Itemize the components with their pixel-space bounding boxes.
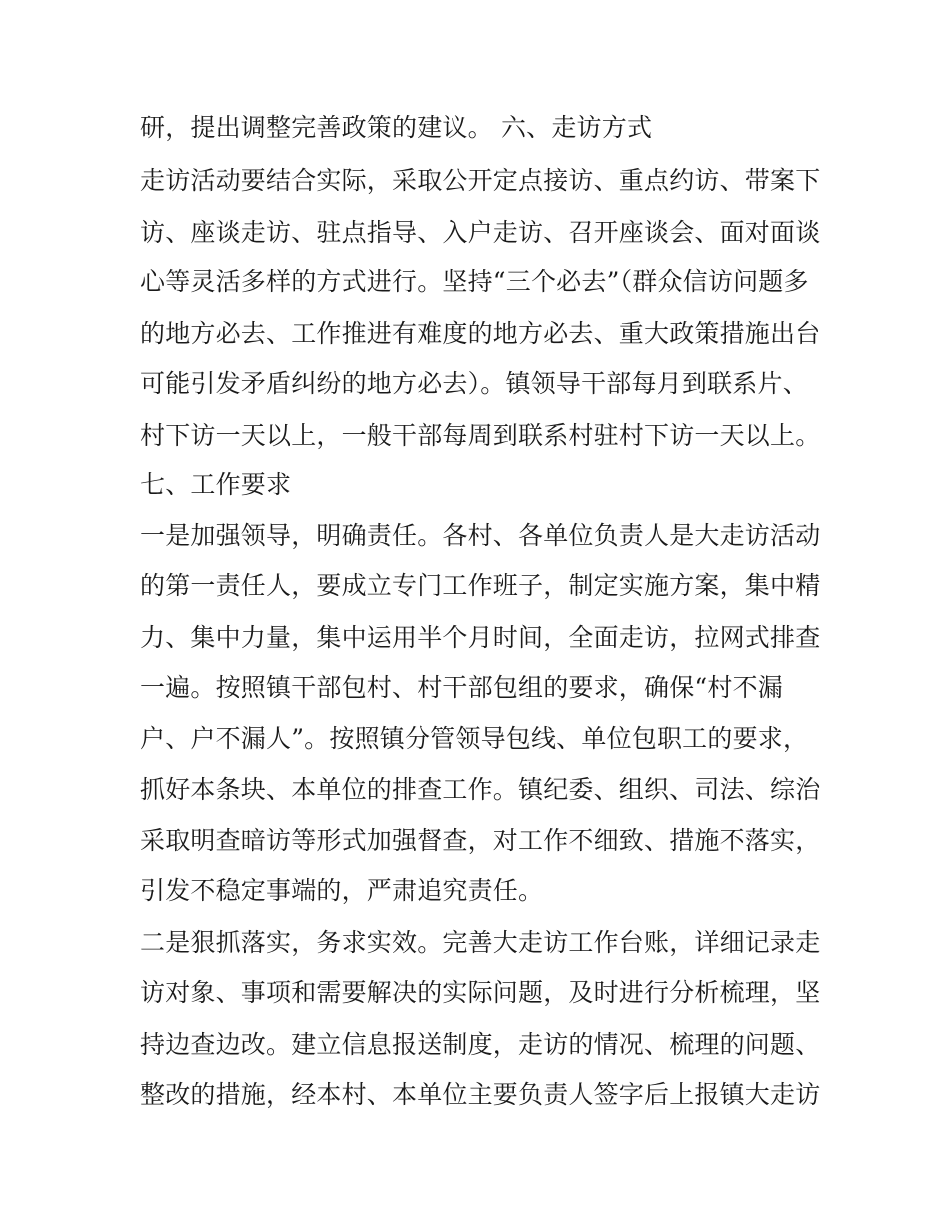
text-line: 引发不稳定事端的，严肃追究责任。 (140, 876, 544, 905)
text-line: 研，提出调整完善政策的建议。 六、走访方式 (140, 113, 653, 142)
text-line: 访对象、事项和需要解决的实际问题，及时进行分析梳理，坚 (140, 978, 821, 1007)
text-line: 的第一责任人，要成立专门工作班子，制定实施方案，集中精 (140, 571, 821, 600)
text-line: 力、集中力量，集中运用半个月时间，全面走访，拉网式排查 (140, 623, 821, 652)
text-line: 抓好本条块、本单位的排查工作。镇纪委、组织、司法、综治 (140, 775, 821, 804)
text-line: 走访活动要结合实际，采取公开定点接访、重点约访、带案下 (140, 166, 821, 195)
text-line: 村下访一天以上，一般干部每周到联系村驻村下访一天以上。 (140, 421, 821, 450)
text-line: 可能引发矛盾纠纷的地方必去）。镇领导干部每月到联系片、 (140, 369, 808, 398)
text-line: 户、户不漏人”。按照镇分管领导包线、单位包职工的要求， (140, 724, 809, 753)
text-line: 一是加强领导，明确责任。各村、各单位负责人是大走访活动 (140, 521, 821, 550)
text-line: 的地方必去、工作推进有难度的地方必去、重大政策措施出台 (140, 319, 821, 348)
text-line: 采取明查暗访等形式加强督查，对工作不细致、措施不落实， (140, 826, 821, 855)
text-line: 一遍。按照镇干部包村、村干部包组的要求，确保“村不漏 (140, 673, 783, 702)
text-line: 整改的措施，经本村、本单位主要负责人签字后上报镇大走访 (140, 1080, 821, 1109)
text-line: 持边查边改。建立信息报送制度，走访的情况、梳理的问题、 (140, 1030, 821, 1059)
text-line: 访、座谈走访、驻点指导、入户走访、召开座谈会、面对面谈 (140, 218, 821, 247)
text-line: 心等灵活多样的方式进行。坚持“三个必去”（群众信访问题多 (140, 267, 809, 296)
section-heading: 七、工作要求 (140, 470, 292, 499)
text-line: 二是狠抓落实，务求实效。完善大走访工作台账，详细记录走 (140, 928, 821, 957)
